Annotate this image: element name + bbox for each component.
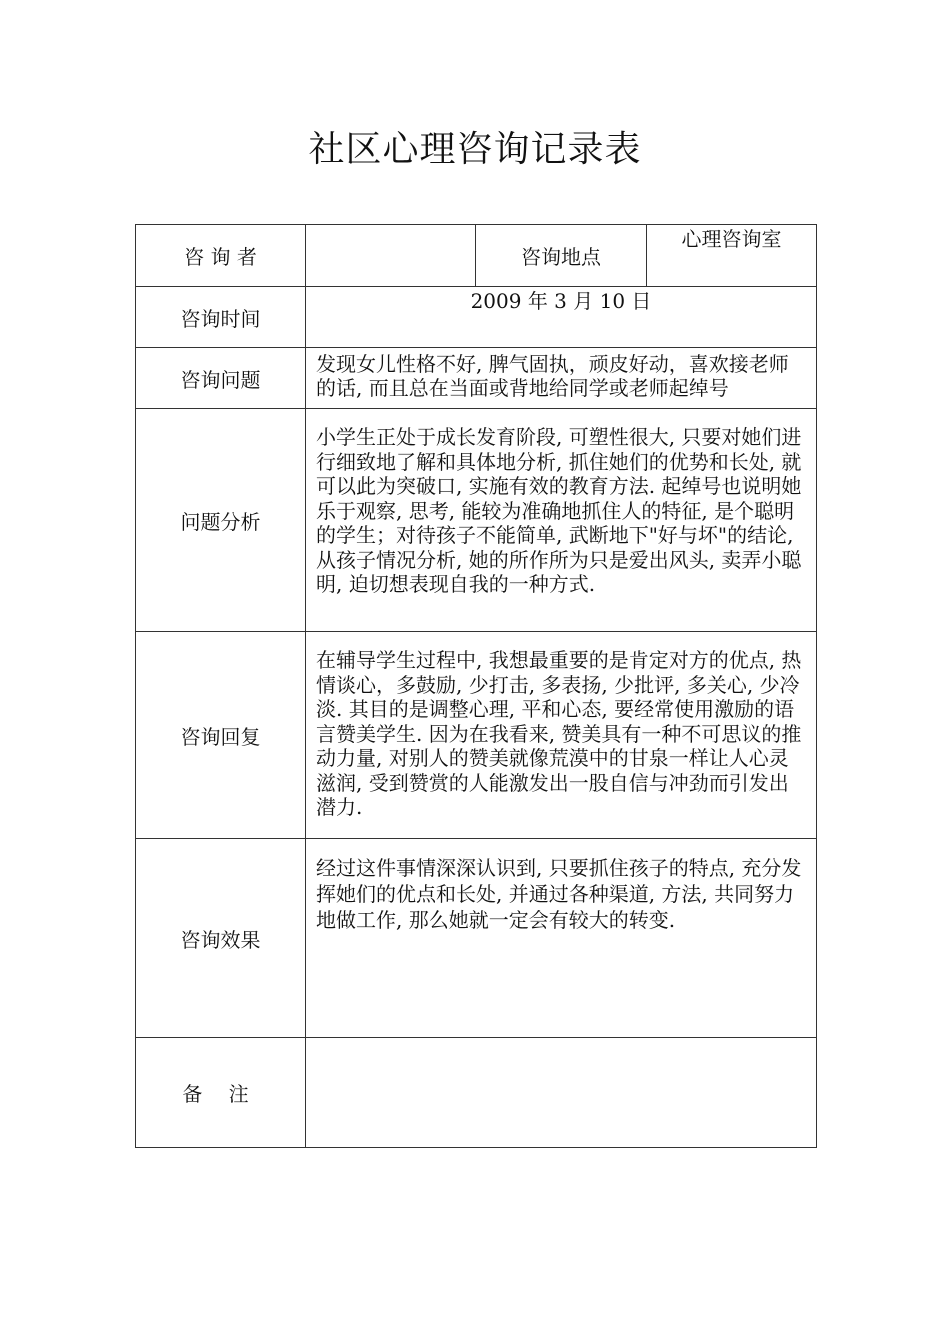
question-label: 咨询问题	[136, 348, 306, 409]
consultation-record-table	[135, 224, 817, 1148]
reply-value: 在辅导学生过程中, 我想最重要的是肯定对方的优点, 热情谈心，多鼓励, 少打击, 多表扬, 少批评, 多关心, 少冷淡. 其目的是调整心理, 平和心态, 要经常使用激励的语言赞美学生. 因为在我看来, 赞美具有一种不可思议的推动力量, 对别人的赞美就像荒漠中的甘泉一样让人心灵滋润, 受到赞赏的人能激发出一股自信与冲劲而引发出潜力.	[306, 632, 817, 839]
location-value: 心理咨询室	[647, 225, 817, 287]
effect-label: 咨询效果	[136, 839, 306, 1038]
question-value: 发现女儿性格不好, 脾气固执，顽皮好动，喜欢接老师的话, 而且总在当面或背地给同学或老师起绰号	[306, 348, 817, 409]
remark-value	[306, 1038, 817, 1148]
question-row	[136, 348, 817, 409]
reply-row	[136, 632, 817, 839]
location-label: 咨询地点	[476, 225, 647, 287]
reply-label: 咨询回复	[136, 632, 306, 839]
remark-row	[136, 1038, 817, 1148]
analysis-row	[136, 409, 817, 632]
time-value: 2009 年 3 月 10 日	[306, 287, 817, 348]
time-row	[136, 287, 817, 348]
consultant-label: 咨 询 者	[136, 225, 306, 287]
analysis-label: 问题分析	[136, 409, 306, 632]
effect-row	[136, 839, 817, 1038]
time-label: 咨询时间	[136, 287, 306, 348]
consultant-value	[306, 225, 476, 287]
remark-label: 备 注	[136, 1038, 306, 1148]
consultant-row	[136, 225, 817, 287]
page-title: 社区心理咨询记录表	[308, 129, 642, 170]
analysis-value: 小学生正处于成长发育阶段, 可塑性很大, 只要对她们进行细致地了解和具体地分析, 抓住她们的优势和长处, 就可以此为突破口, 实施有效的教育方法. 起绰号也说明她乐于观察, 思考, 能较为准确地抓住人的特征, 是个聪明的学生；对待孩子不能简单, 武断地下"好与坏"的结论, 从孩子情况分析, 她的所作所为只是爱出风头, 卖弄小聪明, 迫切想表现自我的一种方式.	[306, 409, 817, 632]
effect-value: 经过这件事情深深认识到, 只要抓住孩子的特点, 充分发挥她们的优点和长处, 并通过各种渠道, 方法, 共同努力地做工作, 那么她就一定会有较大的转变.	[306, 839, 817, 1038]
